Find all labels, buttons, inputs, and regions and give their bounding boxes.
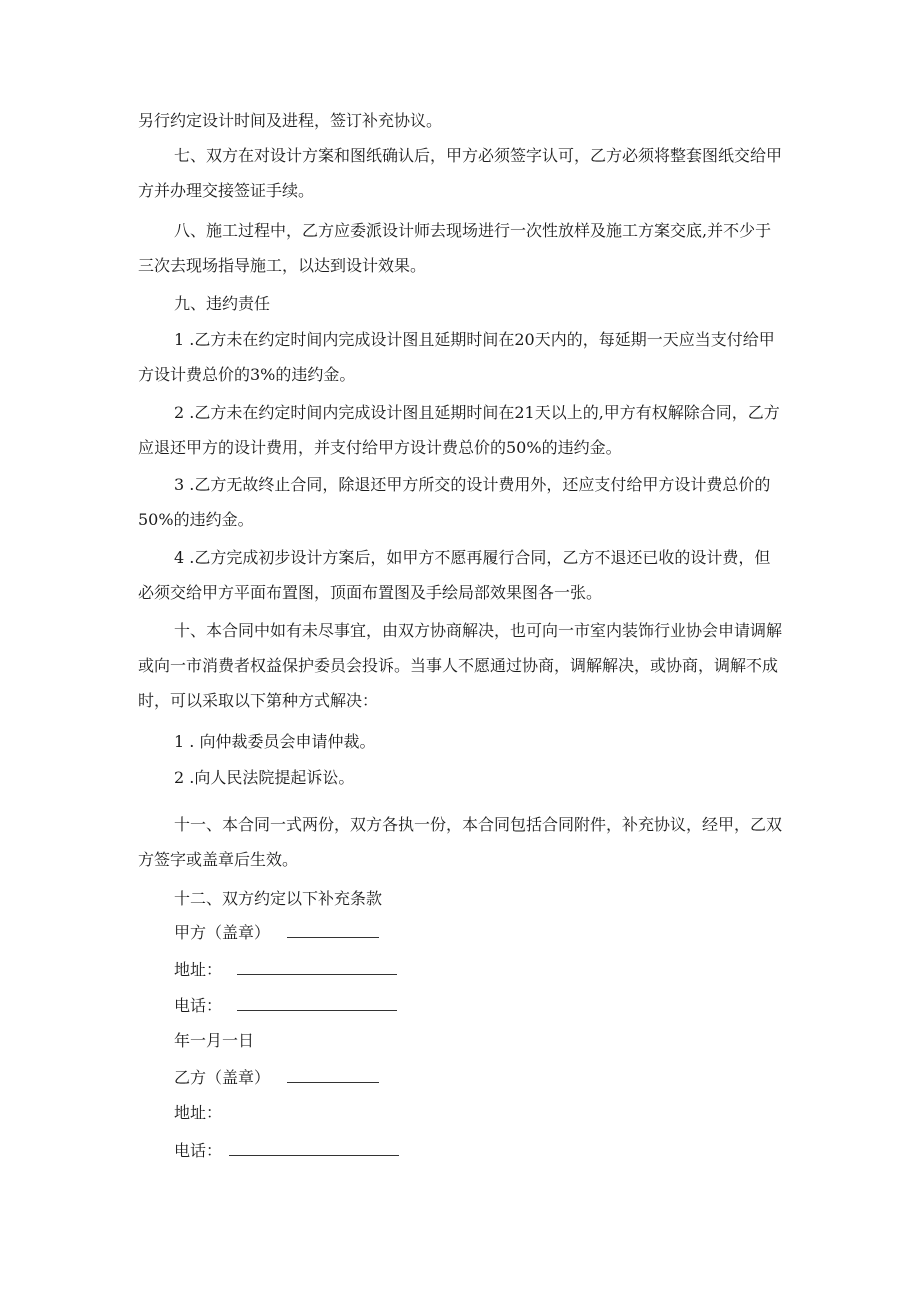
- clause-7: 七、双方在对设计方案和图纸确认后，甲方必须签字认可，乙方必须将整套图纸交给甲方并办理交接签证手续。: [138, 146, 783, 200]
- clause-11: 十一、本合同一式两份，双方各执一份，本合同包括合同附件，补充协议，经甲，乙双方签字或盖章后生效。: [138, 815, 783, 869]
- party-b-signature-line: [287, 1068, 379, 1083]
- paragraph-continuation: 另行约定设计时间及进程，签订补充协议。: [138, 111, 443, 130]
- clause-9-heading: 九、违约责任: [174, 294, 271, 313]
- party-a-signature-line: [287, 923, 379, 938]
- party-b-phone-line: [229, 1141, 399, 1156]
- clause-8: 八、施工过程中，乙方应委派设计师去现场进行一次性放样及施工方案交底,并不少于三次去现场指导施工，以达到设计效果。: [138, 221, 772, 275]
- clause-9-item-1: 1 .乙方未在约定时间内完成设计图且延期时间在20天内的，每延期一天应当支付给甲方设计费总价的3%的违约金。: [138, 330, 775, 384]
- party-a-address-line: [237, 960, 397, 975]
- party-b-label: 乙方（盖章）: [174, 1068, 271, 1087]
- party-a-signature: [138, 915, 786, 950]
- clause-9-item-3: 3 .乙方无故终止合同，除退还甲方所交的设计费用外，还应支付给甲方设计费总价的50%的违约金。: [138, 475, 771, 529]
- party-a-label: 甲方（盖章）: [174, 923, 271, 942]
- clause-10-option-1: 1 . 向仲裁委员会申请仲裁。: [174, 732, 376, 751]
- clause-10-option-2: 2 .向人民法院提起诉讼。: [174, 768, 355, 787]
- clause-9-item-2: 2 .乙方未在约定时间内完成设计图且延期时间在21天以上的,甲方有权解除合同，乙方应退还甲方的设计费用，并支付给甲方设计费总价的50%的违约金。: [138, 403, 780, 457]
- clause-9-item-4: 4 .乙方完成初步设计方案后，如甲方不愿再履行合同，乙方不退还已收的设计费，但必须交给甲方平面布置图，顶面布置图及手绘局部效果图各一张。: [138, 548, 771, 602]
- signing-date: 年一月一日: [174, 1031, 255, 1050]
- party-b-signature: [138, 1060, 786, 1095]
- party-a-phone-label: 电话：: [174, 996, 223, 1015]
- party-b-phone-label: 电话：: [174, 1141, 223, 1160]
- party-a-phone: [138, 988, 786, 1023]
- party-a-address: [138, 952, 786, 987]
- party-b-phone: [138, 1133, 786, 1168]
- clause-10: 十、本合同中如有未尽事宜，由双方协商解决，也可向一市室内装饰行业协会申请调解或向一市消费者权益保护委员会投诉。当事人不愿通过协商，调解解决，或协商，调解不成时，可以采取以下第种方式解决：: [138, 621, 783, 710]
- party-b-address-label: 地址：: [174, 1103, 223, 1122]
- party-a-address-label: 地址：: [174, 960, 223, 979]
- party-b-address: [138, 1095, 786, 1130]
- party-a-phone-line: [237, 996, 397, 1011]
- clause-12: 十二、双方约定以下补充条款: [174, 889, 383, 908]
